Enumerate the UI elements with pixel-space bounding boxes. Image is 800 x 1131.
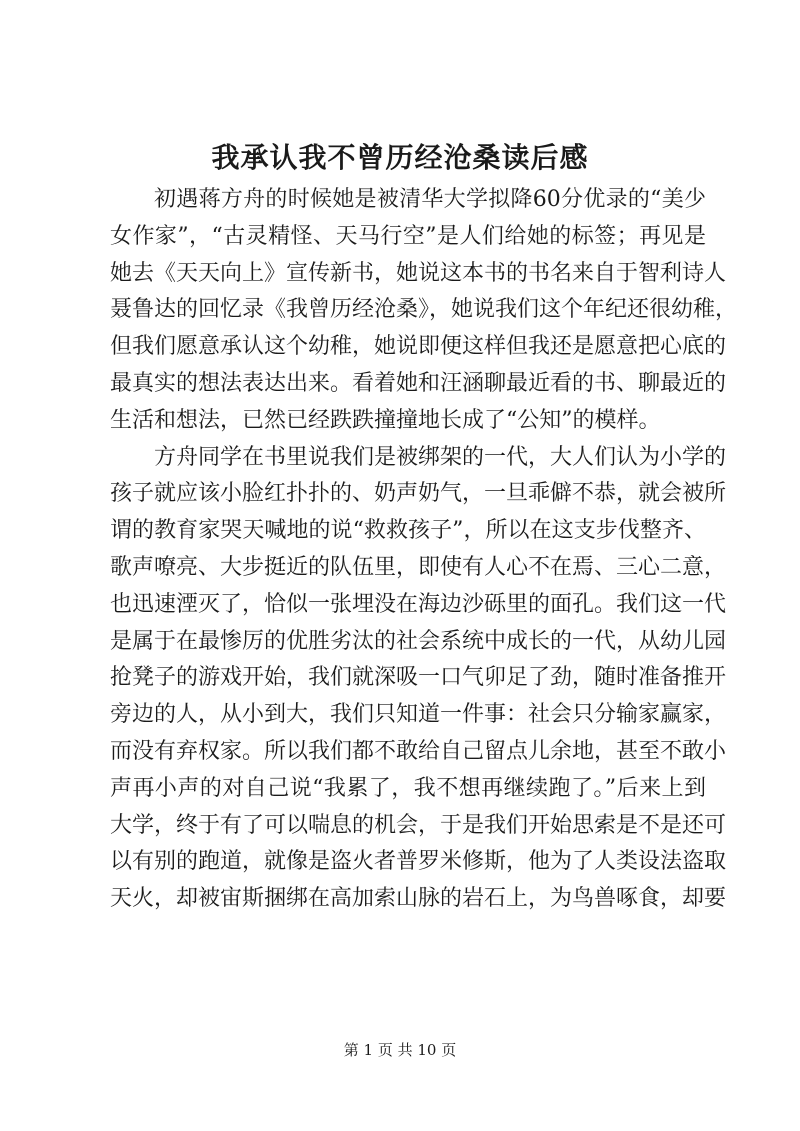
text-line: 以有别的跑道，就像是盗火者普罗米修斯，他为了人类设法盗取 — [110, 849, 727, 875]
text-line: 歌声嘹亮、大步挺近的队伍里，即使有人心不在焉、三心二意， — [110, 554, 727, 580]
text-line: 孩子就应该小脸红扑扑的、奶声奶气，一旦乖僻不恭，就会被所 — [110, 481, 727, 507]
text-line: 而没有弃权家。所以我们都不敢给自己留点儿余地，甚至不敢小 — [110, 738, 727, 764]
text-line: 谓的教育家哭天喊地的说“救救孩子”，所以在这支步伐整齐、 — [110, 518, 706, 544]
text-line: 大学，终于有了可以喘息的机会，于是我们开始思索是不是还可 — [110, 812, 727, 838]
page-footer — [0, 1040, 800, 1060]
text-line: 方舟同学在书里说我们是被绑架的一代，大人们认为小学的 — [154, 444, 727, 470]
text-line: 她去《天天向上》宣传新书，她说这本书的书名来自于智利诗人 — [110, 260, 727, 286]
text-line: 声再小声的对自己说“我累了，我不想再继续跑了。”后来上到 — [110, 775, 706, 801]
text-line: 抢凳子的游戏开始，我们就深吸一口气卯足了劲，随时准备推开 — [110, 665, 727, 691]
text-line: 但我们愿意承认这个幼稚，她说即便这样但我还是愿意把心底的 — [110, 334, 727, 360]
text-line: 也迅速湮灭了，恰似一张埋没在海边沙砾里的面孔。我们这一代 — [110, 591, 727, 617]
text-line: 是属于在最惨厉的优胜劣汰的社会系统中成长的一代，从幼儿园 — [110, 628, 727, 654]
text-line: 女作家”，“古灵精怪、天马行空”是人们给她的标签；再见是 — [110, 223, 706, 249]
text-line: 初遇蒋方舟的时候她是被清华大学拟降60分优录的“美少 — [154, 187, 706, 212]
page-number: 第 1 页 共 10 页 — [343, 1041, 457, 1059]
text-line: 最真实的想法表达出来。看着她和汪涵聊最近看的书、聊最近的 — [110, 370, 727, 396]
document-body — [110, 182, 738, 918]
document-title: 我承认我不曾历经沧桑读后感 — [211, 141, 589, 174]
paragraph-2 — [110, 440, 727, 918]
text-line: 旁边的人，从小到大，我们只知道一件事：社会只分输家赢家， — [110, 702, 727, 728]
text-line: 聂鲁达的回忆录《我曾历经沧桑》，她说我们这个年纪还很幼稚， — [110, 297, 738, 323]
text-line: 生活和想法，已然已经跌跌撞撞地长成了“公知”的模样。 — [110, 407, 661, 433]
text-line: 天火，却被宙斯捆绑在高加索山脉的岩石上，为鸟兽啄食，却要 — [110, 886, 727, 912]
paragraph-1 — [110, 182, 738, 440]
